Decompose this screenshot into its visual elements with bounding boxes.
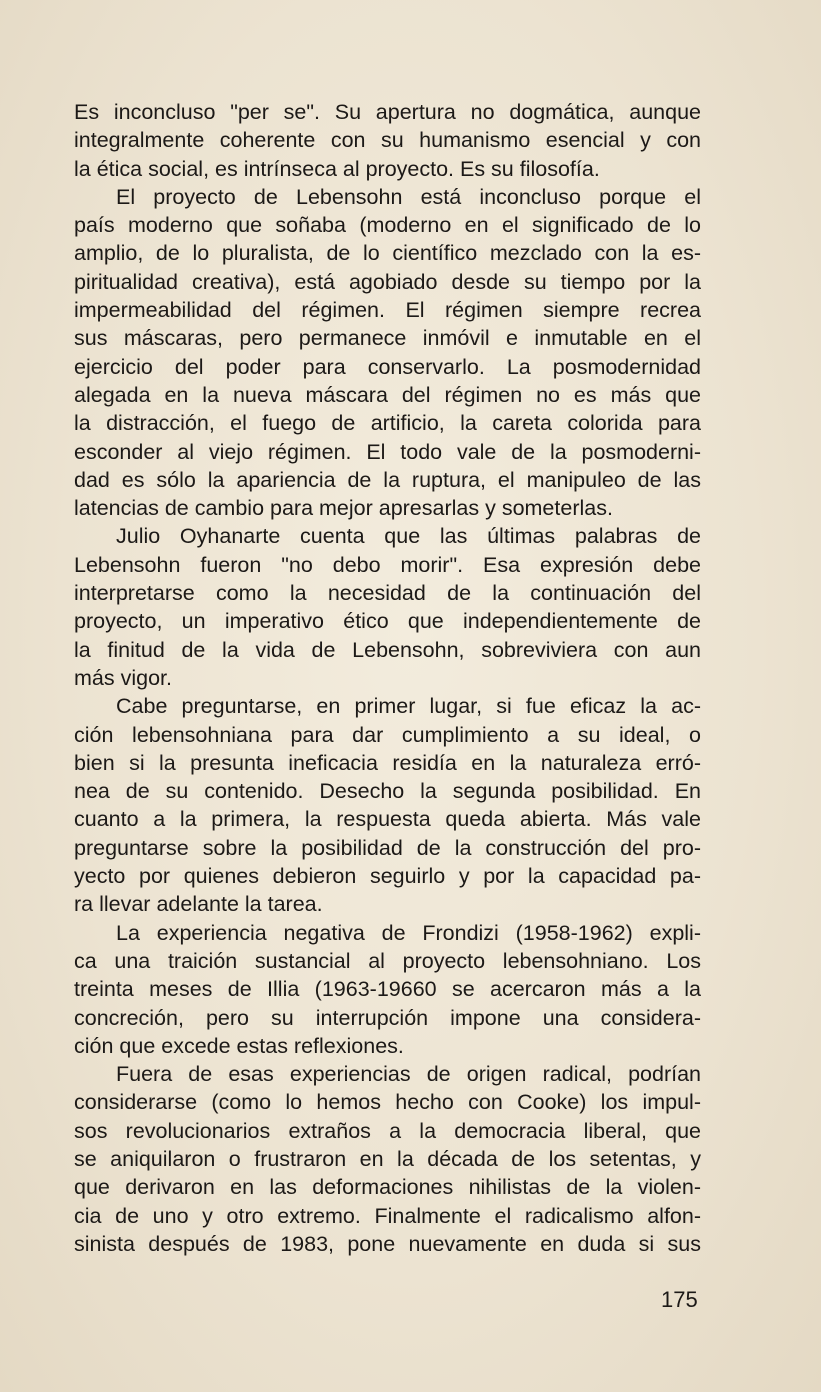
text-line: ra llevar adelante la tarea. — [74, 892, 323, 917]
text-line: alegada en la nueva máscara del régimen no es más que — [74, 382, 701, 407]
text-line: Fuera de esas experiencias de origen radical, podrían — [116, 1062, 701, 1087]
text-line: Cabe preguntarse, en primer lugar, si fue eficaz la ac- — [116, 694, 701, 719]
text-line: la finitud de la vida de Lebensohn, sobreviviera con aun — [74, 637, 701, 662]
text-line: concreción, pero su interrupción impone una considera- — [74, 1005, 701, 1030]
text-line: considerarse (como lo hemos hecho con Cooke) los impul- — [74, 1090, 701, 1115]
paragraph — [74, 919, 701, 1060]
text-line: ca una traición sustancial al proyecto lebensohniano. Los — [74, 948, 701, 973]
text-line: país moderno que soñaba (moderno en el significado de lo — [74, 213, 701, 238]
text-line: ción que excede estas reflexiones. — [74, 1033, 404, 1058]
text-line: integralmente coherente con su humanismo esencial y con — [74, 128, 701, 153]
text-line: la ética social, es intrínseca al proyecto. Es su filosofía. — [74, 156, 600, 181]
text-line: cuanto a la primera, la respuesta queda abierta. Más vale — [74, 807, 701, 832]
text-line: proyecto, un imperativo ético que independientemente de — [74, 609, 701, 634]
text-line: ejercicio del poder para conservarlo. La posmodernidad — [74, 354, 701, 379]
text-line: que derivaron en las deformaciones nihilistas de la violen- — [74, 1175, 701, 1200]
text-line: amplio, de lo pluralista, de lo científico mezclado con la es- — [74, 241, 701, 266]
text-line: treinta meses de Illia (1963-19660 se acercaron más a la — [74, 977, 701, 1002]
text-line: más vigor. — [74, 665, 172, 690]
text-line: impermeabilidad del régimen. El régimen siempre recrea — [74, 298, 701, 323]
text-line: ción lebensohniana para dar cumplimiento a su ideal, o — [74, 722, 701, 747]
text-line: sus máscaras, pero permanece inmóvil e inmutable en el — [74, 326, 701, 351]
body-text — [74, 98, 701, 1258]
paragraph — [74, 183, 701, 523]
paragraph — [74, 692, 701, 918]
text-line: Julio Oyhanarte cuenta que las últimas palabras de — [116, 524, 701, 549]
text-line: se aniquilaron o frustraron en la década de los setentas, y — [74, 1146, 701, 1171]
text-line: dad es sólo la apariencia de la ruptura, el manipuleo de las — [74, 467, 701, 492]
text-line: yecto por quienes debieron seguirlo y por la capacidad pa- — [74, 864, 701, 889]
text-line: Lebensohn fueron "no debo morir". Esa expresión debe — [74, 552, 701, 577]
text-line: esconder al viejo régimen. El todo vale de la posmoderni- — [74, 439, 701, 464]
text-line: piritualidad creativa), está agobiado desde su tiempo por la — [74, 269, 701, 294]
text-line: cia de uno y otro extremo. Finalmente el radicalismo alfon- — [74, 1203, 701, 1228]
text-line: latencias de cambio para mejor apresarlas y someterlas. — [74, 496, 613, 521]
text-line: la distracción, el fuego de artificio, la careta colorida para — [74, 411, 701, 436]
paragraph — [74, 522, 701, 692]
paragraph — [74, 1060, 701, 1258]
text-line: sos revolucionarios extraños a la democracia liberal, que — [74, 1118, 701, 1143]
text-line: La experiencia negativa de Frondizi (1958-1962) expli- — [116, 920, 701, 945]
text-line: interpretarse como la necesidad de la continuación del — [74, 581, 701, 606]
text-line: El proyecto de Lebensohn está inconcluso porque el — [116, 184, 701, 209]
text-line: bien si la presunta ineficacia residía en la naturaleza erró- — [74, 750, 701, 775]
page-number: 175 — [661, 1287, 698, 1312]
text-line: nea de su contenido. Desecho la segunda posibilidad. En — [74, 779, 701, 804]
text-line: preguntarse sobre la posibilidad de la construcción del pro- — [74, 835, 701, 860]
text-line: sinista después de 1983, pone nuevamente en duda si sus — [74, 1231, 701, 1256]
text-line: Es inconcluso "per se". Su apertura no dogmática, aunque — [74, 100, 701, 124]
paragraph — [74, 98, 701, 183]
